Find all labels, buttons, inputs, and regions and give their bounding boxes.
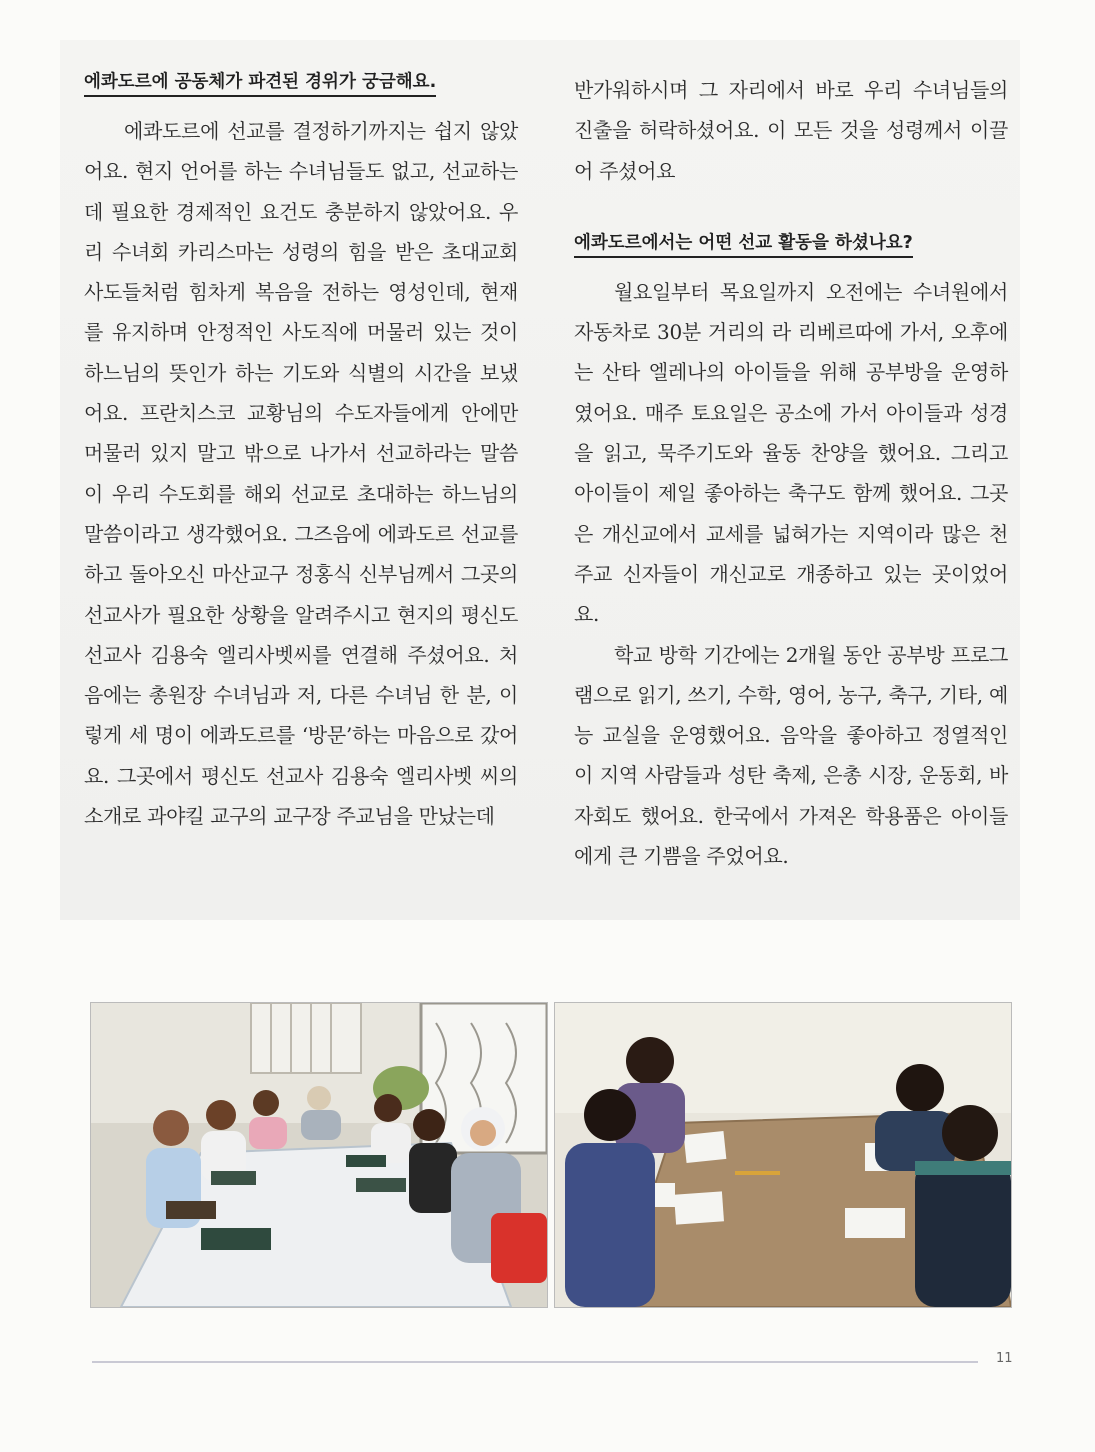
left-column [84,70,518,836]
footer-rule [92,1361,978,1363]
section-heading-activities: 에콰도르에서는 어떤 선교 활동을 하셨나요? [574,231,913,258]
body-paragraph-continuation: 반가워하시며 그 자리에서 바로 우리 수녀님들의 진출을 허락하셨어요. 이 모든 것을 성령께서 이끌어 주셨어요 [574,78,1008,183]
body-paragraph-dispatch: 에콰도르에 선교를 결정하기까지는 쉽지 않았어요. 현지 언어를 하는 수녀님들도 없고, 선교하는데 필요한 경제적인 요건도 충분하지 않았어요. 우리 수녀회 카리스마는 성령의 힘을 받은 초대교회 사도들처럼 힘차게 복음을 전하는 영성인데, 현재를 유지하며 안정적인 사도직에 머물러 있는 것이 하느님의 뜻인가 하는 기도와 식별의 시간을 보냈어요. 프란치스코 교황님의 수도자들에게 안에만 머물러 있지 말고 밖으로 나가서 선교하라는 말씀이 우리 수도회를 해외 선교로 초대하는 하느님의 말씀이라고 생각했어요. 그즈음에 에콰도르 선교를 하고 돌아오신 마산교구 정홍식 신부님께서 그곳의 선교사가 필요한 상황을 알려주시고 현지의 평신도 선교사 김용숙 엘리사벳씨를 연결해 주셨어요. 처음에는 총원장 수녀님과 저, 다른 수녀님 한 분, 이렇게 세 명이 에콰도르를 ‘방문’하는 마음으로 갔어요. 그곳에서 평신도 선교사 김용숙 엘리사벳 씨의 소개로 과야킬 교구의 교구장 주교님을 만났는데 [84,119,518,829]
right-column [574,70,1008,876]
photo-sisters-at-table [90,1002,548,1308]
page-number: 11 [996,1351,1013,1366]
section-heading-dispatch: 에콰도르에 공동체가 파견된 경위가 궁금해요. [84,70,436,97]
body-paragraph-activities-2: 학교 방학 기간에는 2개월 동안 공부방 프로그램으로 읽기, 쓰기, 수학, 영어, 농구, 축구, 기타, 예능 교실을 운영했어요. 음악을 좋아하고 정열적인 이 지역 사람들과 성탄 축제, 은총 시장, 운동회, 바자회도 했어요. 한국에서 가져온 학용품은 아이들에게 큰 기쁨을 주었어요. [574,642,1008,869]
photo-children-studying [554,1002,1012,1308]
body-paragraph-activities-1: 월요일부터 목요일까지 오전에는 수녀원에서 자동차로 30분 거리의 라 리베르따에 가서, 오후에는 산타 엘레나의 아이들을 위해 공부방을 운영하였어요. 매주 토요일은 공소에 가서 아이들과 성경을 읽고, 묵주기도와 율동 찬양을 했어요. 그리고 아이들이 제일 좋아하는 축구도 함께 했어요. 그곳은 개신교에서 교세를 넓혀가는 지역이라 많은 천주교 신자들이 개신교로 개종하고 있는 곳이었어요. [574,279,1008,627]
